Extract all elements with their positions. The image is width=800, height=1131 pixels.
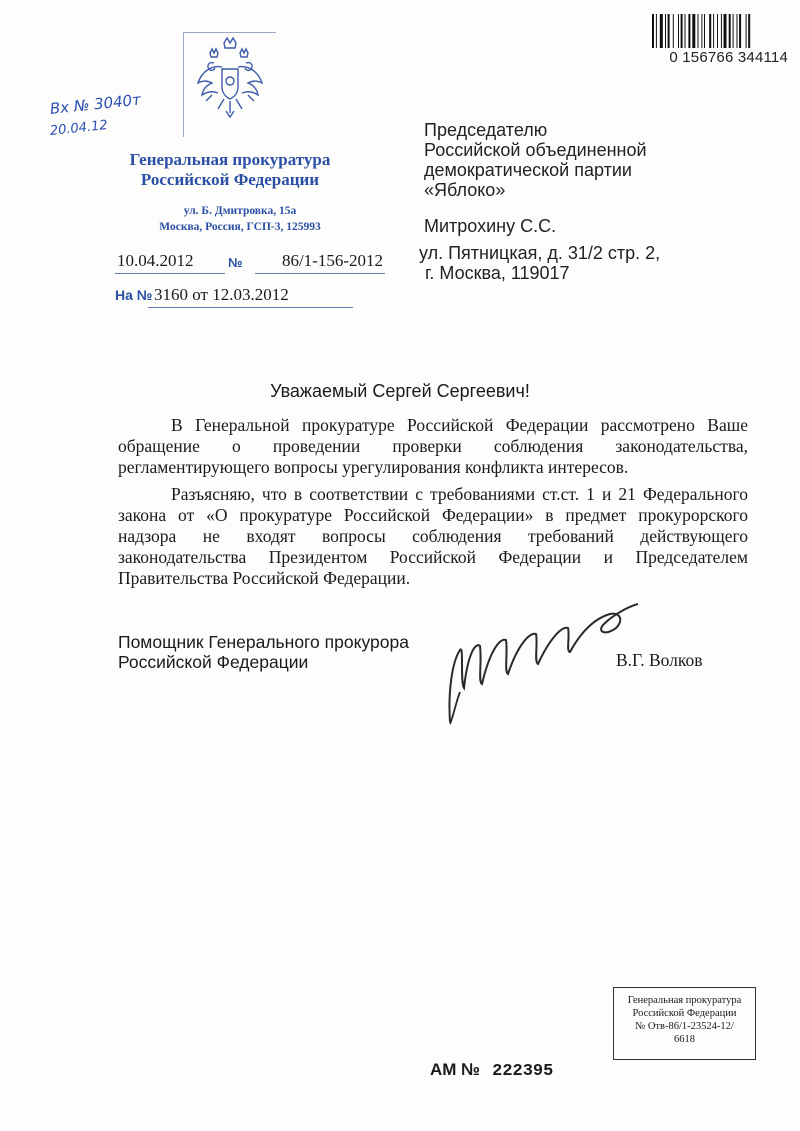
barcode-bar (717, 14, 718, 48)
barcode-bar (688, 14, 690, 48)
barcode-bar (698, 14, 699, 48)
registration-stamp (613, 987, 756, 1060)
recipient-line1: Председателю (424, 120, 548, 140)
barcode-bar (701, 14, 702, 48)
incoming-reference (115, 283, 355, 309)
outgoing-reference (115, 249, 415, 275)
double-headed-eagle-emblem-icon (184, 33, 276, 137)
recipient-address (419, 243, 660, 283)
incoming-reference-field (148, 283, 353, 308)
barcode-bar (733, 14, 734, 48)
barcode-bar (721, 14, 722, 48)
outgoing-date: 10.04.2012 (117, 251, 194, 270)
recipient-block (424, 120, 754, 236)
signatory-title-line1: Помощник Генерального прокурора (118, 632, 409, 652)
organization-address-line2: Москва, Россия, ГСП-3, 125993 (159, 221, 321, 233)
recipient-line4: «Яблоко» (424, 180, 506, 200)
recipient-name: Митрохину С.С. (424, 216, 557, 236)
handwritten-registration-note (49, 90, 180, 139)
incoming-reference-value: 3160 от 12.03.2012 (154, 285, 289, 304)
registration-stamp-line1: Генеральная прокуратура (627, 995, 742, 1006)
recipient-address-line1: ул. Пятницкая, д. 31/2 стр. 2, (419, 243, 661, 263)
barcode-bar (713, 14, 714, 48)
signatory-title (118, 632, 409, 672)
handwritten-signature (420, 592, 640, 732)
outgoing-number-field (255, 249, 385, 274)
letter-paragraph: Разъясняю, что в соответствии с требованиями ст.ст. 1 и 21 Федерального закона от «О прокуратуре Российской Федерации» в предмет прокурорского надзора не входят вопросы соблюдения требований действующего законодательства Президентом Российской Федерации и Председателем Правительства Российской Федерации. (118, 484, 748, 588)
barcode-bar (656, 14, 657, 48)
registration-stamp-line3: № Отв-86/1-23524-12/ (635, 1021, 734, 1032)
salutation: Уважаемый Сергей Сергеевич! (270, 381, 530, 401)
letter-body (118, 415, 748, 595)
barcode-bar (746, 14, 747, 48)
barcode-bar (673, 14, 674, 48)
barcode-bar (737, 14, 738, 48)
signatory-name: В.Г. Волков (616, 650, 703, 670)
form-number-value: 222395 (492, 1062, 554, 1081)
barcode-bar (739, 14, 741, 48)
barcode-bar (729, 14, 731, 48)
barcode-bar (660, 14, 663, 48)
barcode-bar (678, 14, 679, 48)
barcode-bar (724, 14, 727, 48)
organization-name-line2: Российской Федерации (140, 170, 320, 189)
organization-address-line1: ул. Б. Дмитровка, 15а (183, 205, 297, 217)
handwritten-note-line1: Вх № 3040т (49, 90, 142, 118)
recipient-line3: демократической партии (424, 160, 632, 180)
registration-stamp-line4: 6618 (674, 1034, 695, 1045)
barcode-area (640, 14, 788, 70)
barcode-number: 0 156766 344114 (669, 49, 788, 66)
outgoing-number-label: № (228, 255, 243, 270)
barcode-bar (652, 14, 654, 48)
barcode-bar (685, 14, 686, 48)
recipient-line2: Российской объединенной (424, 140, 647, 160)
barcode-bar (748, 14, 750, 48)
form-number (430, 1060, 553, 1081)
incoming-reference-label: На № (115, 287, 153, 303)
barcode-bar (704, 14, 705, 48)
organization-address (140, 203, 340, 235)
outgoing-date-field (115, 249, 225, 274)
barcode-bar (665, 14, 666, 48)
barcode-bar (668, 14, 670, 48)
handwritten-note-line2: 20.04.12 (49, 117, 109, 139)
outgoing-number: 86/1-156-2012 (281, 251, 383, 270)
barcode-bar (709, 14, 711, 48)
barcode-image (652, 14, 786, 48)
emblem-frame (183, 32, 276, 137)
organization-name-line1: Генеральная прокуратура (129, 150, 331, 169)
letter-paragraph: В Генеральной прокуратуре Российской Федерации рассмотрено Ваше обращение о проведении проверки соблюдения законодательства, регламентирующего вопросы урегулирования конфликта интересов. (118, 415, 748, 477)
organization-name (105, 150, 355, 190)
recipient-address-line2: г. Москва, 119017 (425, 263, 570, 283)
signatory-title-line2: Российской Федерации (118, 652, 309, 672)
barcode-bar (692, 14, 695, 48)
form-number-label: АМ № (430, 1060, 481, 1079)
barcode-bar (681, 14, 683, 48)
registration-stamp-line2: Российской Федерации (632, 1008, 737, 1019)
